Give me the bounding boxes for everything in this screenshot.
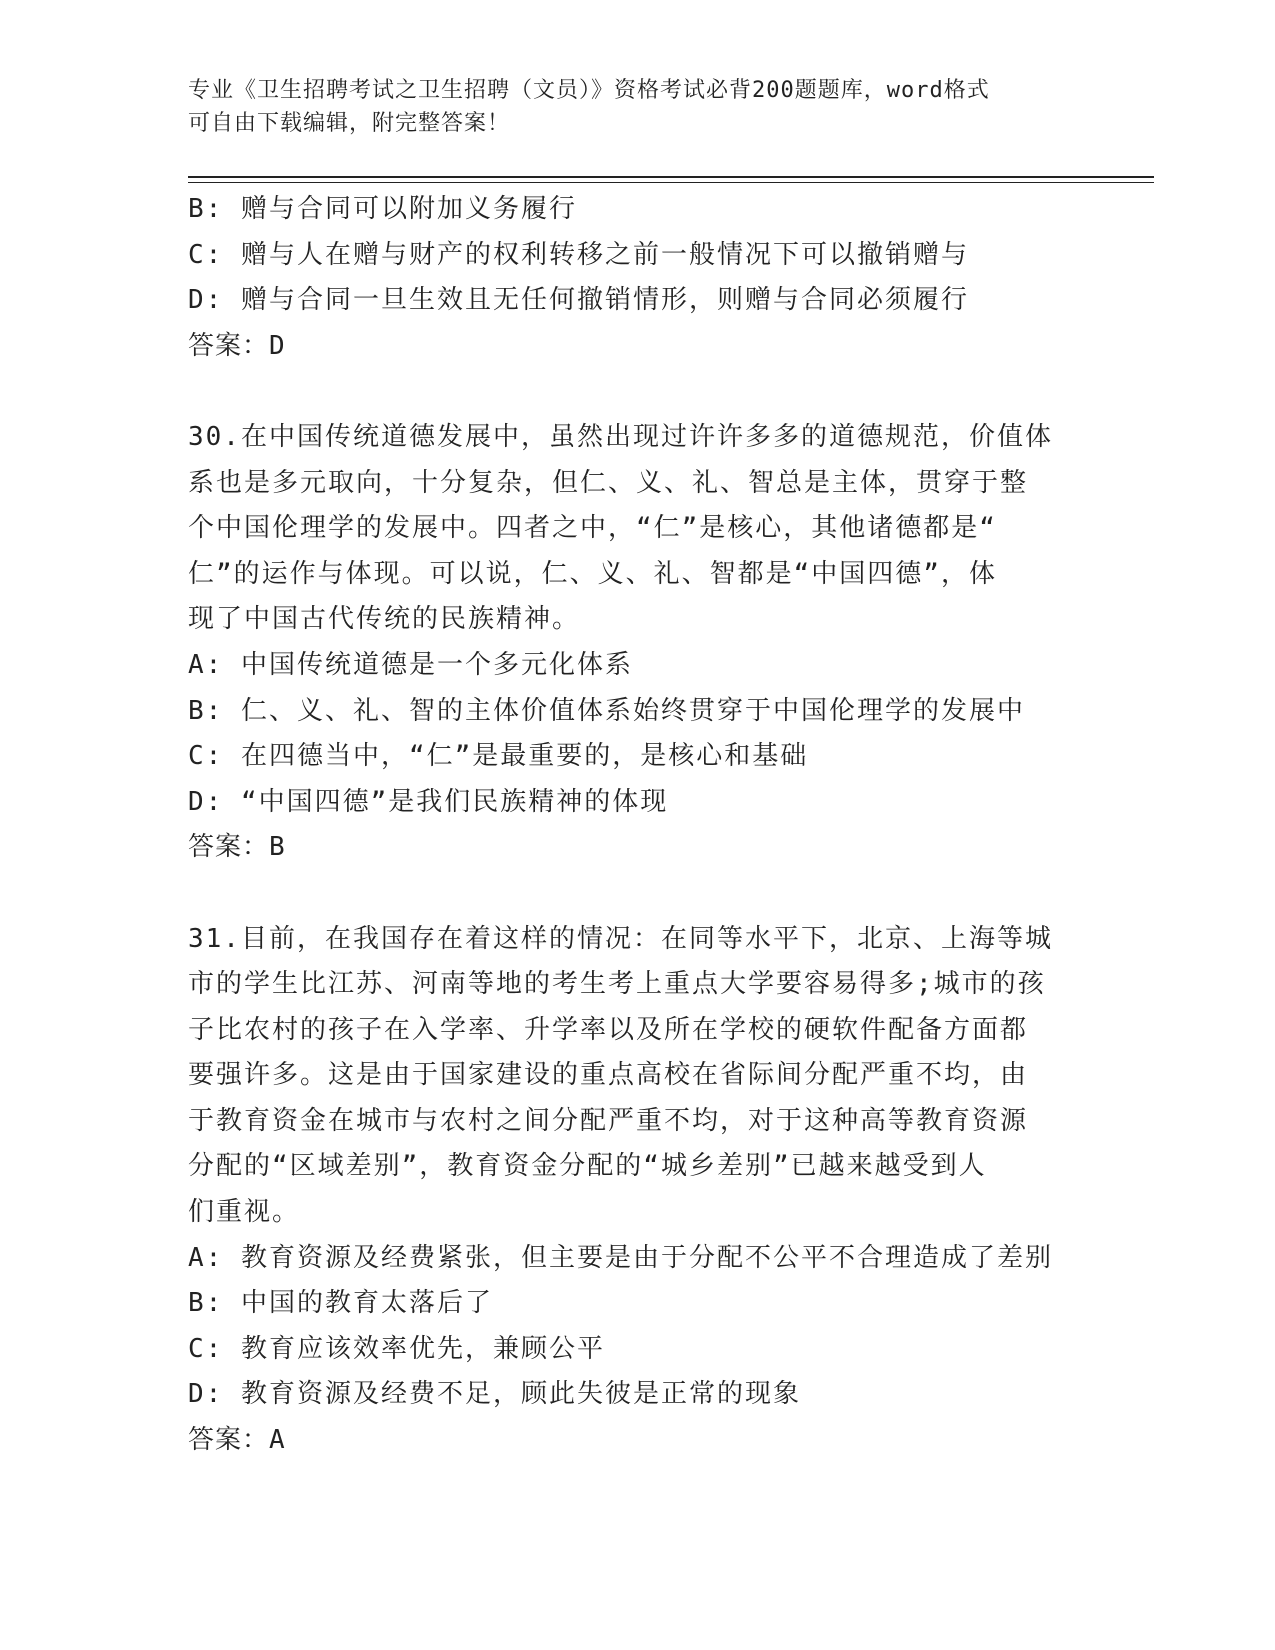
question-stem-line: 系也是多元取向，十分复杂，但仁、义、礼、智总是主体，贯穿于整	[188, 467, 1029, 498]
header-line-2: 可自由下载编辑，附完整答案！	[188, 111, 511, 136]
question-stem-line: 31.目前，在我国存在着这样的情况：在同等水平下，北京、上海等城	[188, 923, 1053, 954]
option-c: C: 在四德当中，“仁”是最重要的，是核心和基础	[188, 741, 809, 772]
question-stem-line: 个中国伦理学的发展中。四者之中，“仁”是核心，其他诸德都是“	[188, 513, 997, 544]
option-c: C: 赠与人在赠与财产的权利转移之前一般情况下可以撤销赠与	[188, 239, 969, 270]
question-stem-line: 仁”的运作与体现。可以说，仁、义、礼、智都是“中国四德”，体	[188, 558, 997, 589]
question-stem-line: 现了中国古代传统的民族精神。	[188, 604, 581, 635]
option-a: A: 教育资源及经费紧张，但主要是由于分配不公平不合理造成了差别	[188, 1242, 1053, 1273]
question-stem-line: 分配的“区域差别”，教育资金分配的“城乡差别”已越来越受到人	[188, 1151, 987, 1182]
question-stem-line: 市的学生比江苏、河南等地的考生考上重点大学要容易得多;城市的孩	[188, 969, 1046, 1000]
option-b: B: 仁、义、礼、智的主体价值体系始终贯穿于中国伦理学的发展中	[188, 695, 1025, 726]
question-30	[188, 415, 1068, 871]
question-stem-line: 们重视。	[188, 1197, 301, 1228]
question-31	[188, 917, 1068, 1464]
option-a: A: 中国传统道德是一个多元化体系	[188, 649, 633, 680]
question-stem-line: 30.在中国传统道德发展中，虽然出现过许许多多的道德规范，价值体	[188, 421, 1053, 452]
header-divider-thick	[188, 176, 1154, 178]
prev-question	[188, 187, 1068, 369]
option-d: D: 教育资源及经费不足，顾此失彼是正常的现象	[188, 1379, 801, 1410]
question-stem-line: 子比农村的孩子在入学率、升学率以及所在学校的硬软件配备方面都	[188, 1014, 1029, 1045]
header-line-1: 专业《卫生招聘考试之卫生招聘（文员）》资格考试必背200题题库，word格式	[188, 78, 990, 103]
question-stem-line: 于教育资金在城市与农村之间分配严重不均，对于这种高等教育资源	[188, 1105, 1029, 1136]
option-b: B: 中国的教育太落后了	[188, 1288, 493, 1319]
answer-line: 答案：D	[188, 330, 286, 361]
answer-line: 答案：A	[188, 1425, 286, 1456]
question-content	[188, 187, 1068, 1464]
option-d: D: 赠与合同一旦生效且无任何撤销情形，则赠与合同必须履行	[188, 285, 969, 316]
header-divider-thin	[188, 182, 1154, 183]
spacer	[188, 369, 1068, 415]
document-header	[188, 74, 1068, 140]
answer-line: 答案：B	[188, 832, 286, 863]
option-b: B: 赠与合同可以附加义务履行	[188, 194, 577, 224]
option-c: C: 教育应该效率优先，兼顾公平	[188, 1333, 605, 1364]
question-stem-line: 要强许多。这是由于国家建设的重点高校在省际间分配严重不均，由	[188, 1060, 1029, 1091]
option-d: D: “中国四德”是我们民族精神的体现	[188, 786, 669, 817]
spacer	[188, 871, 1068, 917]
